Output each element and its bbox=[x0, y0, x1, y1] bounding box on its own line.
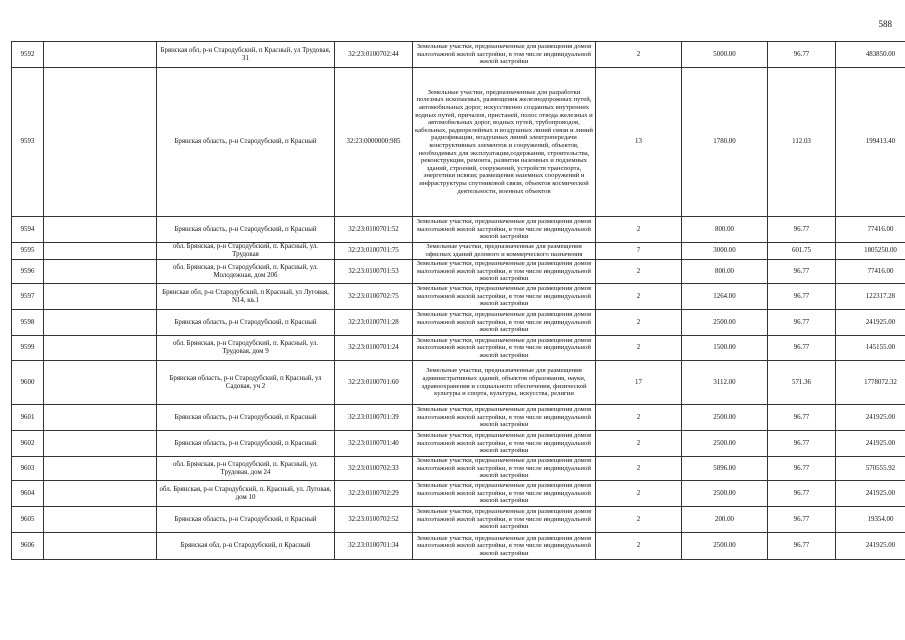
area-cell: 1264.00 bbox=[682, 284, 768, 310]
table-row bbox=[12, 310, 905, 336]
land-purpose-cell: Земельные участки, предназначенные для размещения домов малоэтажной жилой застройки, в том числе индивидуальной жилой застройки bbox=[413, 336, 596, 361]
land-purpose-cell: Земельные участки, предназначенные для размещения домов малоэтажной жилой застройки, в том числе индивидуальной жилой застройки bbox=[413, 405, 596, 431]
address-cell: Брянская область, р-н Стародубский, п Красный bbox=[157, 507, 335, 533]
row-number-cell: 9599 bbox=[12, 336, 44, 361]
cadastral-number-cell: 32:23:0100701:40 bbox=[335, 431, 413, 457]
address-cell: Брянская область, р-н Стародубский, п Красный, ул Садовая, уч 2 bbox=[157, 361, 335, 405]
cadastral-number-cell: 32:23:0100701:39 bbox=[335, 405, 413, 431]
cadastral-value-cell: 145155.00 bbox=[836, 336, 905, 361]
cadastral-number-cell: 32:23:0100701:52 bbox=[335, 217, 413, 243]
blank-cell bbox=[44, 533, 157, 560]
category-code-cell: 2 bbox=[596, 507, 682, 533]
cadastral-number-cell: 32:23:0100701:28 bbox=[335, 310, 413, 336]
category-code-cell: 2 bbox=[596, 533, 682, 560]
category-code-cell: 7 bbox=[596, 243, 682, 260]
blank-cell bbox=[44, 284, 157, 310]
area-cell: 800.00 bbox=[682, 217, 768, 243]
address-cell: обл. Брянская, р-н Стародубский, п. Красный, ул. Трудовая, дом 9 bbox=[157, 336, 335, 361]
row-number-cell: 9603 bbox=[12, 457, 44, 481]
address-cell: обл. Брянская, р-н Стародубский, п. Красный, ул. Трудовая, дом 24 bbox=[157, 457, 335, 481]
price-cell: 112.03 bbox=[768, 68, 836, 217]
cadastral-value-cell: 570555.92 bbox=[836, 457, 905, 481]
row-number-cell: 9597 bbox=[12, 284, 44, 310]
table-row bbox=[12, 405, 905, 431]
land-purpose-cell: Земельные участки, предназначенные для размещения домов малоэтажной жилой застройки, в том числе индивидуальной жилой застройки bbox=[413, 507, 596, 533]
table-row bbox=[12, 361, 905, 405]
address-cell: обл. Брянская, р-н Стародубский, п. Красный, ул. Трудовая bbox=[157, 243, 335, 260]
price-cell: 96.77 bbox=[768, 310, 836, 336]
area-cell: 3112.00 bbox=[682, 361, 768, 405]
area-cell: 2500.00 bbox=[682, 310, 768, 336]
row-number-cell: 9592 bbox=[12, 42, 44, 68]
address-cell: Брянская обл, р-н Стародубский, п Красный, ул Луговая, N14, кв.1 bbox=[157, 284, 335, 310]
table-row bbox=[12, 431, 905, 457]
row-number-cell: 9595 bbox=[12, 243, 44, 260]
cadastral-number-cell: 32:23:0100702:33 bbox=[335, 457, 413, 481]
area-cell: 2500.00 bbox=[682, 481, 768, 507]
category-code-cell: 2 bbox=[596, 310, 682, 336]
cadastral-number-cell: 32:23:0000000:985 bbox=[335, 68, 413, 217]
category-code-cell: 13 bbox=[596, 68, 682, 217]
area-cell: 5896.00 bbox=[682, 457, 768, 481]
area-cell: 1500.00 bbox=[682, 336, 768, 361]
land-purpose-cell: Земельные участки, предназначенные для размещения домов малоэтажной жилой застройки, в том числе индивидуальной жилой застройки bbox=[413, 481, 596, 507]
table-row bbox=[12, 533, 905, 560]
area-cell: 200.00 bbox=[682, 507, 768, 533]
price-cell: 96.77 bbox=[768, 42, 836, 68]
row-number-cell: 9596 bbox=[12, 260, 44, 284]
land-purpose-cell: Земельные участки, предназначенные для размещения домов малоэтажной жилой застройки, в том числе индивидуальной жилой застройки bbox=[413, 310, 596, 336]
blank-cell bbox=[44, 361, 157, 405]
land-purpose-cell: Земельные участки, предназначенные для размещения домов малоэтажной жилой застройки, в том числе индивидуальной жилой застройки bbox=[413, 457, 596, 481]
cadastral-value-cell: 122317.28 bbox=[836, 284, 905, 310]
land-purpose-cell: Земельные участки, предназначенные для размещения домов малоэтажной жилой застройки, в том числе индивидуальной жилой застройки bbox=[413, 284, 596, 310]
row-number-cell: 9601 bbox=[12, 405, 44, 431]
address-cell: обл. Брянская, р-н Стародубский, п. Красный, ул. Луговая, дом 10 bbox=[157, 481, 335, 507]
address-cell: Брянская область, р-н Стародубский, п Красный bbox=[157, 217, 335, 243]
category-code-cell: 2 bbox=[596, 336, 682, 361]
price-cell: 571.36 bbox=[768, 361, 836, 405]
price-cell: 96.77 bbox=[768, 481, 836, 507]
table-row bbox=[12, 507, 905, 533]
address-cell: Брянская область, р-н Стародубский, п Красный bbox=[157, 405, 335, 431]
address-cell: Брянская область, р-н Стародубский, п Красный bbox=[157, 431, 335, 457]
address-cell: Брянская область, р-н Стародубский, п Красный bbox=[157, 310, 335, 336]
land-purpose-cell: Земельные участки, предназначенные для размещения административных зданий, объектов образования, науки, здравоохранения и социального обеспечения, физической культуры и спорта, культуры, искусства, религии bbox=[413, 361, 596, 405]
price-cell: 96.77 bbox=[768, 217, 836, 243]
cadastral-number-cell: 32:23:0100702:52 bbox=[335, 507, 413, 533]
address-cell: Брянская обл, р-н Стародубский, п Красный bbox=[157, 533, 335, 560]
cadastral-number-cell: 32:23:0100701:60 bbox=[335, 361, 413, 405]
blank-cell bbox=[44, 507, 157, 533]
blank-cell bbox=[44, 68, 157, 217]
row-number-cell: 9606 bbox=[12, 533, 44, 560]
row-number-cell: 9593 bbox=[12, 68, 44, 217]
category-code-cell: 17 bbox=[596, 361, 682, 405]
table-row bbox=[12, 260, 905, 284]
area-cell: 1780.00 bbox=[682, 68, 768, 217]
category-code-cell: 2 bbox=[596, 457, 682, 481]
table-row bbox=[12, 243, 905, 260]
area-cell: 2500.00 bbox=[682, 405, 768, 431]
category-code-cell: 2 bbox=[596, 217, 682, 243]
address-cell: Брянская область, р-н Стародубский, п Красный bbox=[157, 68, 335, 217]
land-purpose-cell: Земельные участки, предназначенные для размещения домов малоэтажной жилой застройки, в том числе индивидуальной жилой застройки bbox=[413, 431, 596, 457]
cadastral-value-cell: 199413.40 bbox=[836, 68, 905, 217]
row-number-cell: 9598 bbox=[12, 310, 44, 336]
table-row bbox=[12, 481, 905, 507]
blank-cell bbox=[44, 336, 157, 361]
price-cell: 96.77 bbox=[768, 336, 836, 361]
land-purpose-cell: Земельные участки, предназначенные для разработки полезных ископаемых, размещения железнодорожных путей, автомобильных дорог, искусственно созданных внутренних водных путей, причалов, пристаней, полос отвода железных и автомобильных дорог, водных путей, трубопроводов, кабельных, радиорелейных и воздушных линий связи и линий радиофикации, воздушных линий электропередачи конструктивных элементов и сооружений, объектов, необходимых для эксплуатации,содержания, строительства, реконструкции, ремонта, развития наземных и подземных зданий, строений, сооружений, устройств транспорта, энергетики исвязи; размещения наземных сооружений и инфраструктуры спутниковой связи, объектов космической деятельности, военных объектов bbox=[413, 68, 596, 217]
category-code-cell: 2 bbox=[596, 42, 682, 68]
cadastral-number-cell: 32:23:0100702:75 bbox=[335, 284, 413, 310]
cadastral-number-cell: 32:23:0100701:75 bbox=[335, 243, 413, 260]
cadastral-value-cell: 241925.00 bbox=[836, 481, 905, 507]
cadastral-number-cell: 32:23:0100702:44 bbox=[335, 42, 413, 68]
address-cell: обл. Брянская, р-н Стародубский, п. Красный, ул. Молодежная, дом 20б bbox=[157, 260, 335, 284]
cadastral-value-cell: 1778072.32 bbox=[836, 361, 905, 405]
category-code-cell: 2 bbox=[596, 405, 682, 431]
blank-cell bbox=[44, 310, 157, 336]
row-number-cell: 9602 bbox=[12, 431, 44, 457]
price-cell: 96.77 bbox=[768, 457, 836, 481]
row-number-cell: 9604 bbox=[12, 481, 44, 507]
cadastral-value-cell: 77416.00 bbox=[836, 260, 905, 284]
blank-cell bbox=[44, 42, 157, 68]
price-cell: 96.77 bbox=[768, 431, 836, 457]
blank-cell bbox=[44, 260, 157, 284]
address-cell: Брянская обл, р-н Стародубский, п Красный, ул Трудовая, 31 bbox=[157, 42, 335, 68]
cadastral-value-cell: 77416.00 bbox=[836, 217, 905, 243]
table-row bbox=[12, 284, 905, 310]
category-code-cell: 2 bbox=[596, 481, 682, 507]
table-row bbox=[12, 336, 905, 361]
cadastral-value-cell: 241925.00 bbox=[836, 533, 905, 560]
price-cell: 96.77 bbox=[768, 405, 836, 431]
cadastral-value-cell: 483850.00 bbox=[836, 42, 905, 68]
row-number-cell: 9605 bbox=[12, 507, 44, 533]
table-row bbox=[12, 68, 905, 217]
blank-cell bbox=[44, 457, 157, 481]
cadastral-number-cell: 32:23:0100702:29 bbox=[335, 481, 413, 507]
land-purpose-cell: Земельные участки, предназначенные для размещения домов малоэтажной жилой застройки, в том числе индивидуальной жилой застройки bbox=[413, 217, 596, 243]
land-register-table bbox=[11, 41, 905, 560]
price-cell: 96.77 bbox=[768, 260, 836, 284]
cadastral-value-cell: 19354.00 bbox=[836, 507, 905, 533]
area-cell: 800.00 bbox=[682, 260, 768, 284]
cadastral-value-cell: 241925.00 bbox=[836, 405, 905, 431]
price-cell: 96.77 bbox=[768, 507, 836, 533]
price-cell: 601.75 bbox=[768, 243, 836, 260]
area-cell: 3000.00 bbox=[682, 243, 768, 260]
cadastral-number-cell: 32:23:0100701:34 bbox=[335, 533, 413, 560]
land-purpose-cell: Земельные участки, предназначенные для размещения домов малоэтажной жилой застройки, в том числе индивидуальной жилой застройки bbox=[413, 42, 596, 68]
row-number-cell: 9594 bbox=[12, 217, 44, 243]
blank-cell bbox=[44, 481, 157, 507]
page-number: 588 bbox=[878, 19, 892, 29]
area-cell: 5000.00 bbox=[682, 42, 768, 68]
category-code-cell: 2 bbox=[596, 284, 682, 310]
land-purpose-cell: Земельные участки, предназначенные для размещения домов малоэтажной жилой застройки, в том числе индивидуальной жилой застройки bbox=[413, 260, 596, 284]
table-row bbox=[12, 457, 905, 481]
blank-cell bbox=[44, 243, 157, 260]
cadastral-value-cell: 241925.00 bbox=[836, 310, 905, 336]
price-cell: 96.77 bbox=[768, 284, 836, 310]
blank-cell bbox=[44, 217, 157, 243]
area-cell: 2500.00 bbox=[682, 533, 768, 560]
cadastral-number-cell: 32:23:0100701:24 bbox=[335, 336, 413, 361]
category-code-cell: 2 bbox=[596, 260, 682, 284]
blank-cell bbox=[44, 405, 157, 431]
area-cell: 2500.00 bbox=[682, 431, 768, 457]
category-code-cell: 2 bbox=[596, 431, 682, 457]
cadastral-value-cell: 1805250.00 bbox=[836, 243, 905, 260]
cadastral-number-cell: 32:23:0100701:53 bbox=[335, 260, 413, 284]
price-cell: 96.77 bbox=[768, 533, 836, 560]
blank-cell bbox=[44, 431, 157, 457]
table-row bbox=[12, 217, 905, 243]
cadastral-value-cell: 241925.00 bbox=[836, 431, 905, 457]
land-purpose-cell: Земельные участки, предназначенные для размещения домов малоэтажной жилой застройки, в том числе индивидуальной жилой застройки bbox=[413, 533, 596, 560]
row-number-cell: 9600 bbox=[12, 361, 44, 405]
land-purpose-cell: Земельные участки, предназначенные для размещения офисных зданий делового и коммерческого назначения bbox=[413, 243, 596, 260]
table-row bbox=[12, 42, 905, 68]
